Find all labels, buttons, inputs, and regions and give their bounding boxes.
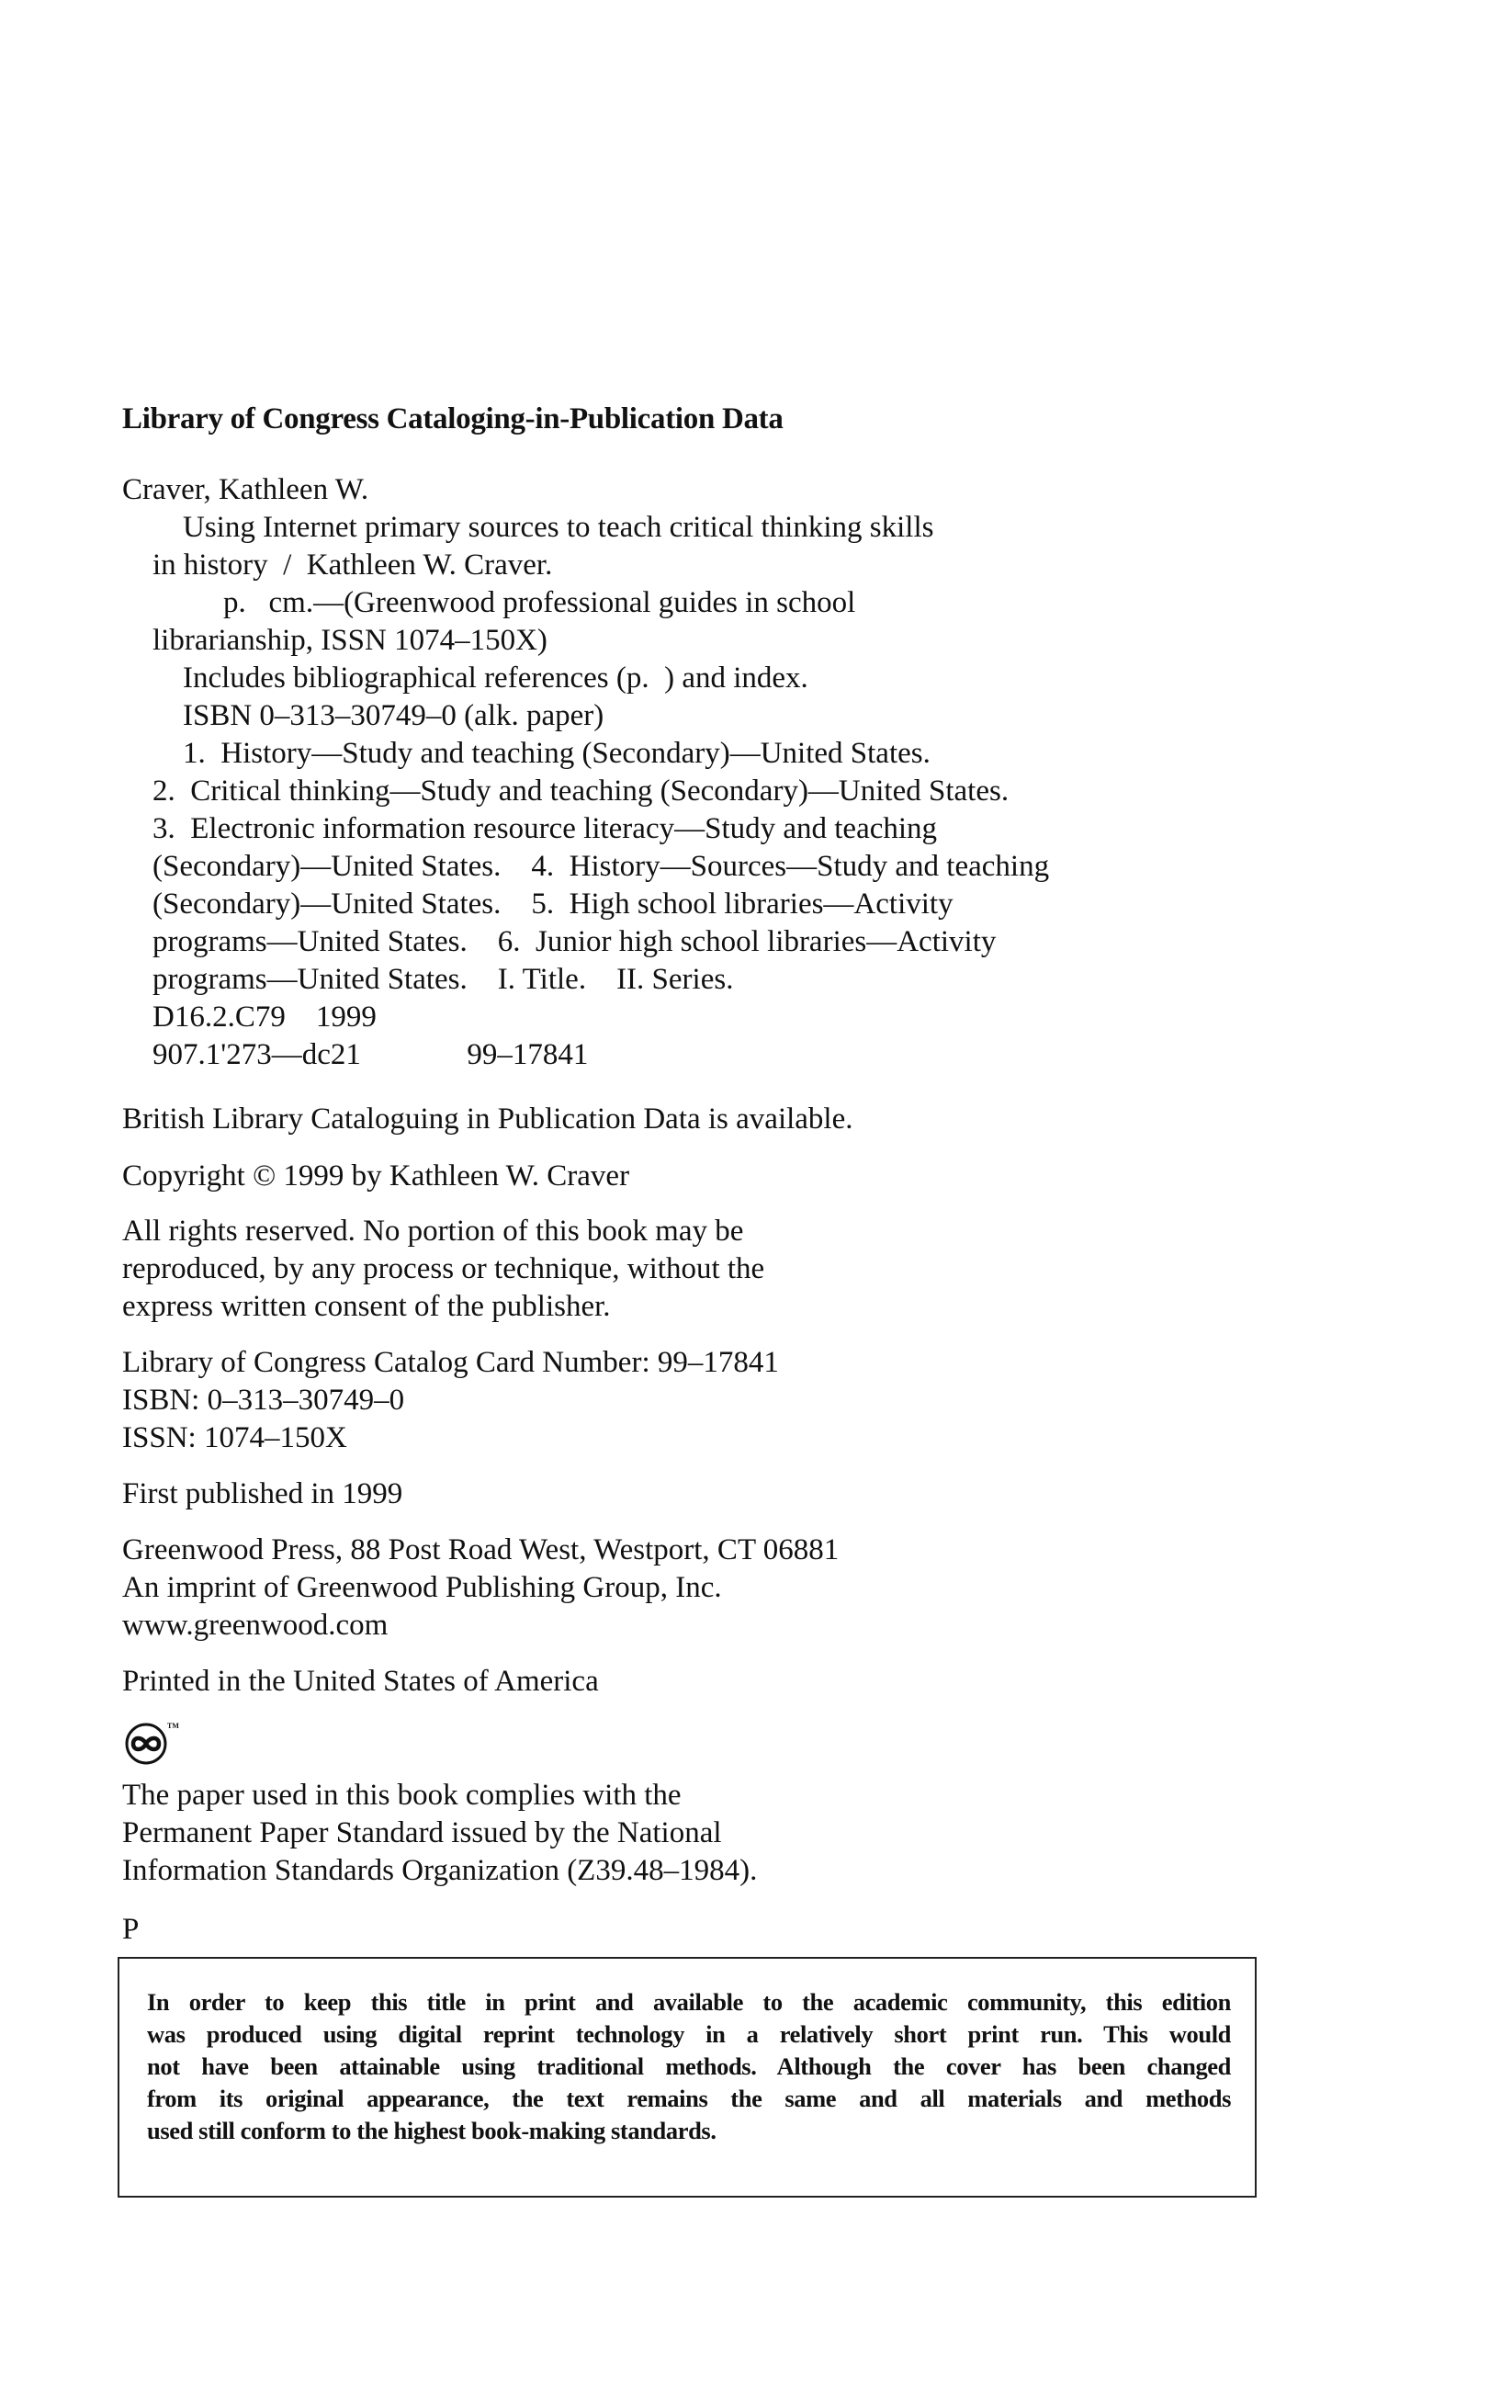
notice-line: not have been attainable using traditional methods. Although the cover has been changed xyxy=(147,2052,1231,2080)
paper-line: The paper used in this book complies with the xyxy=(122,1779,682,1812)
paper-line: Permanent Paper Standard issued by the National xyxy=(122,1816,722,1849)
cip-line: 1. History—Study and teaching (Secondary)—United States. xyxy=(183,737,931,770)
publisher-imprint: An imprint of Greenwood Publishing Group, Inc. xyxy=(122,1571,722,1604)
publisher-address: Greenwood Press, 88 Post Road West, Westport, CT 06881 xyxy=(122,1533,840,1566)
printing-mark xyxy=(122,1911,139,1949)
british-library-statement xyxy=(122,1101,853,1138)
paper-line: Information Standards Organization (Z39.48–1984). xyxy=(122,1854,758,1887)
copyright-notice xyxy=(122,1158,629,1195)
cip-line: D16.2.C79 1999 xyxy=(152,1001,377,1034)
cip-heading: Library of Congress Cataloging-in-Publication Data xyxy=(122,402,784,435)
rights-line: reproduced, by any process or technique, without the xyxy=(122,1252,765,1285)
cip-line: ISBN 0–313–30749–0 (alk. paper) xyxy=(183,699,604,732)
issn-line: ISSN: 1074–150X xyxy=(122,1421,347,1454)
cip-line: librarianship, ISSN 1074–150X) xyxy=(152,624,547,657)
publisher-website: www.greenwood.com xyxy=(122,1609,389,1642)
identifiers xyxy=(122,1344,779,1457)
notice-line: used still conform to the highest book-making standards. xyxy=(147,2117,717,2144)
printing-mark-letter: P xyxy=(122,1913,140,1946)
rights-line: express written consent of the publisher. xyxy=(122,1290,611,1323)
lccn-line: Library of Congress Catalog Card Number: 99–17841 xyxy=(122,1346,779,1379)
digital-reprint-notice xyxy=(118,1957,1257,2198)
first-published-line: First published in 1999 xyxy=(122,1477,403,1510)
paper-statement xyxy=(122,1777,757,1890)
notice-text xyxy=(147,1986,1231,2147)
cip-line: (Secondary)—United States. 5. High school libraries—Activity xyxy=(152,887,953,921)
notice-line: from its original appearance, the text remains the same and all materials and methods xyxy=(147,2085,1231,2112)
cip-line: in history / Kathleen W. Craver. xyxy=(152,548,553,582)
cip-line: programs—United States. 6. Junior high school libraries—Activity xyxy=(152,925,997,958)
cip-record xyxy=(122,471,1049,1074)
printed-in-line: Printed in the United States of America xyxy=(122,1665,599,1698)
british-library-line: British Library Cataloguing in Publication Data is available. xyxy=(122,1102,853,1136)
notice-line: was produced using digital reprint technology in a relatively short print run. This would xyxy=(147,2020,1231,2048)
copyright-line: Copyright © 1999 by Kathleen W. Craver xyxy=(122,1159,630,1193)
printed-in xyxy=(122,1663,599,1701)
cip-line: 907.1'273—dc21 99–17841 xyxy=(152,1038,589,1071)
cip-line: (Secondary)—United States. 4. History—Sources—Study and teaching xyxy=(152,850,1050,883)
cip-line: Using Internet primary sources to teach critical thinking skills xyxy=(183,511,934,544)
cip-line: Includes bibliographical references (p. ) and index. xyxy=(183,661,808,695)
isbn-line: ISBN: 0–313–30749–0 xyxy=(122,1384,405,1417)
infinity-permanent-paper-icon xyxy=(122,1718,181,1766)
cip-line: Craver, Kathleen W. xyxy=(122,473,369,506)
cip-line: 3. Electronic information resource literacy—Study and teaching xyxy=(152,812,938,845)
trademark-mark: TM xyxy=(167,1722,179,1730)
rights-line: All rights reserved. No portion of this book may be xyxy=(122,1215,744,1248)
cip-line: p. cm.—(Greenwood professional guides in school xyxy=(223,586,856,619)
notice-line: In order to keep this title in print and available to the academic community, this edition xyxy=(147,1988,1231,2016)
publisher-info xyxy=(122,1532,839,1645)
cip-line: 2. Critical thinking—Study and teaching (Secondary)—United States. xyxy=(152,774,1010,808)
rights-statement xyxy=(122,1213,764,1326)
cip-line: programs—United States. I. Title. II. Series. xyxy=(152,963,734,996)
first-published xyxy=(122,1475,402,1513)
